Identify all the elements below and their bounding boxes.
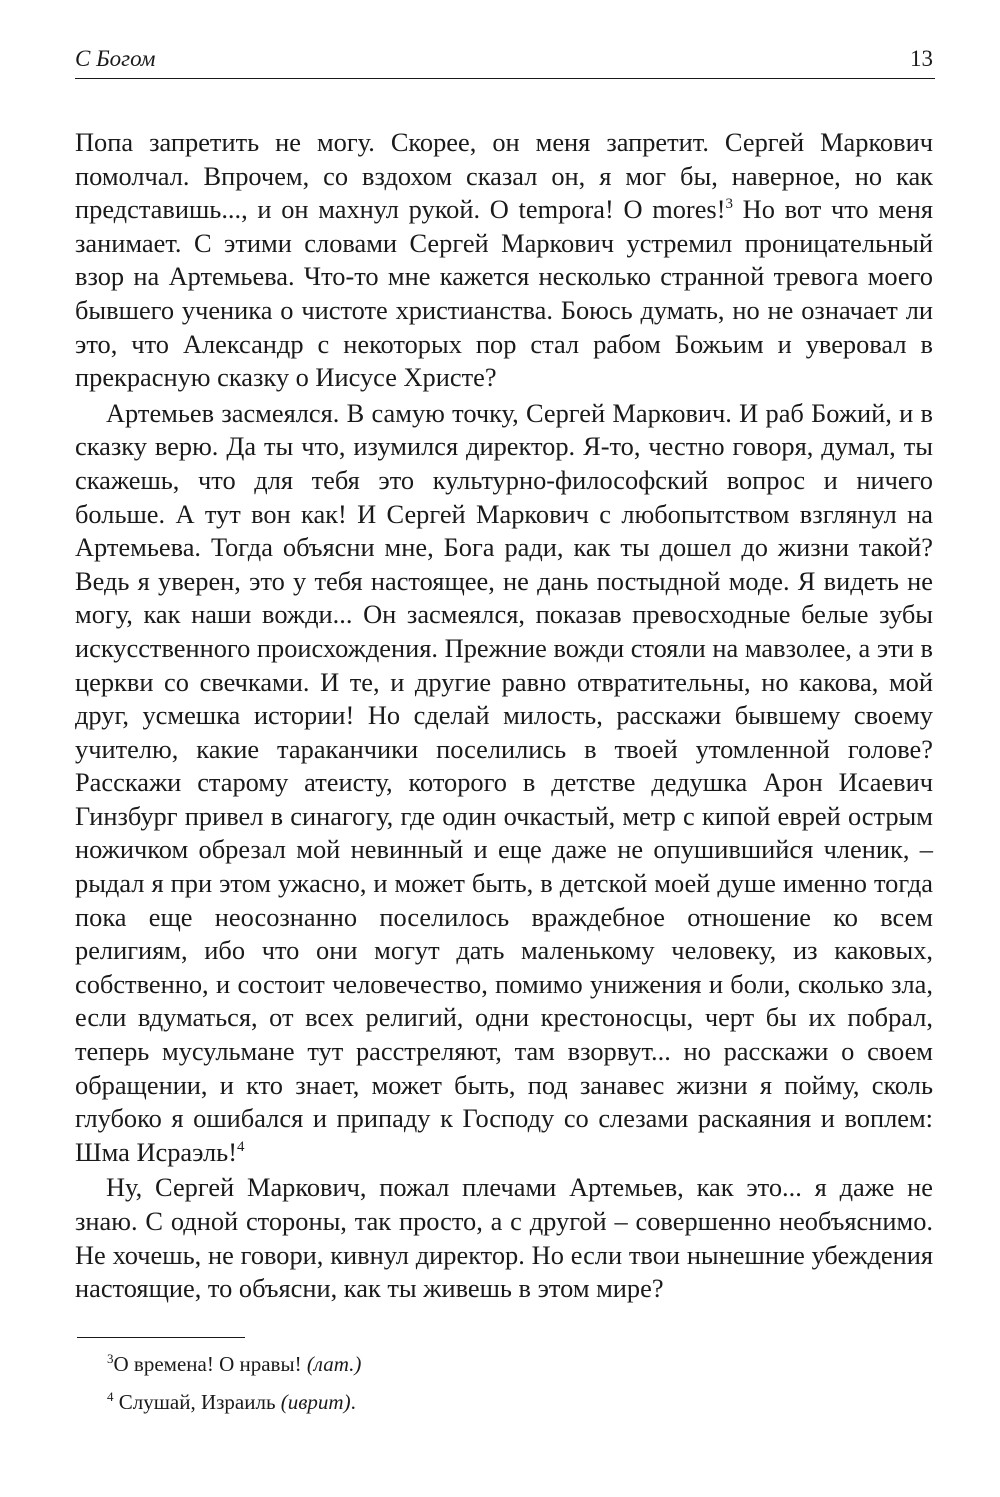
page-number: 13: [910, 46, 933, 71]
footnote-tail: .: [350, 1390, 356, 1414]
footnotes: [107, 1351, 927, 1427]
paragraph-1: [75, 126, 933, 395]
footnote-divider: [77, 1337, 245, 1338]
footnote-ref-3[interactable]: 3: [725, 196, 733, 213]
footnote-language: (иврит): [280, 1390, 351, 1414]
paragraph-2-text: Артемьев засмеялся. В самую точку, Сергей Маркович. И раб Божий, и в сказку верю. Да ты что, изумился директор. Я-то, честно говоря, думал, ты скажешь, что для тебя это культурно-философский вопрос и ничего больше. А тут вон как! И Сергей Маркович с любопытством взглянул на Артемьева. Тогда объясни мне, Бога ради, как ты дошел до жизни такой? Ведь я уверен, это у тебя настоящее, не дань постыдной моде. Я видеть не могу, как наши вожди... Он засмеялся, показав превосходные белые зубы искусственного происхождения. Прежние вожди стояли на мавзолее, а эти в церкви со свечками. И те, и другие равно отвратительны, но какова, мой друг, усмешка истории! Но сделай милость, расскажи бывшему своему учителю, какие тараканчики поселились в твоей утомленной голове? Расскажи старому атеисту, которого в детстве дедушка Арон Исаевич Гинзбург привел в синагогу, где один очкастый, метр с кипой еврей острым ножичком обрезал мой невинный и еще даже не опушившийся членик, – рыдал я при этом ужасно, и может быть, в детской моей душе именно тогда пока еще неосознанно поселилось враждебное отношение ко всем религиям, ибо что они могут дать маленькому человеку, из каковых, собственно, и состоит человечество, помимо унижения и боли, сколько зла, если вдуматься, от всех религий, одни крестоносцы, черт бы их побрал, теперь мусульмане тут расстреляют, там взорвут... но расскажи о своем обращении, и кто знает, может быть, под занавес жизни я пойму, сколь глубоко я ошибался и припаду к Господу со слезами раскаяния и воплем: Шма Исраэль!: [75, 397, 933, 1167]
footnote-number: 3: [107, 1351, 114, 1366]
footnote-number: 4: [107, 1389, 114, 1404]
footnote-4: [107, 1389, 927, 1415]
footnote-ref-4[interactable]: 4: [236, 1139, 245, 1156]
running-title: С Богом: [75, 46, 156, 71]
footnote-text: О времена! О нравы!: [113, 1352, 307, 1376]
footnote-language: (лат.): [306, 1352, 362, 1376]
footnote-3: [107, 1351, 927, 1377]
paragraph-3: [75, 1171, 933, 1305]
footnote-text: Слушай, Израиль: [118, 1390, 281, 1414]
running-head: [75, 42, 935, 79]
body-text: [75, 126, 933, 1306]
paragraph-2: [75, 397, 933, 1170]
paragraph-1-text-a: Попа запретить не могу. Скорее, он меня запретит. Сергей Маркович помолчал. Впрочем, со вздохом сказал он, я мог бы, наверное, но как представишь..., и он махнул рукой. O tempora! O mores!: [75, 127, 933, 225]
paragraph-1-text-b: Но вот что меня занимает. С этими словами Сергей Маркович устремил проницательный взор на Артемьева. Что-то мне кажется несколько странной тревога моего бывшего ученика о чистоте христианства. Боюсь думать, но не означает ли это, что Александр с некоторых пор стал рабом Божьим и уверовал в прекрасную сказку о Иисусе Христе?: [75, 194, 933, 393]
paragraph-3-text: Ну, Сергей Маркович, пожал плечами Артемьев, как это... я даже не знаю. С одной стороны, так просто, а с другой – совершенно необъяснимо. Не хочешь, не говори, кивнул директор. Но если твои нынешние убеждения настоящие, то объясни, как ты живешь в этом мире?: [75, 1172, 933, 1304]
